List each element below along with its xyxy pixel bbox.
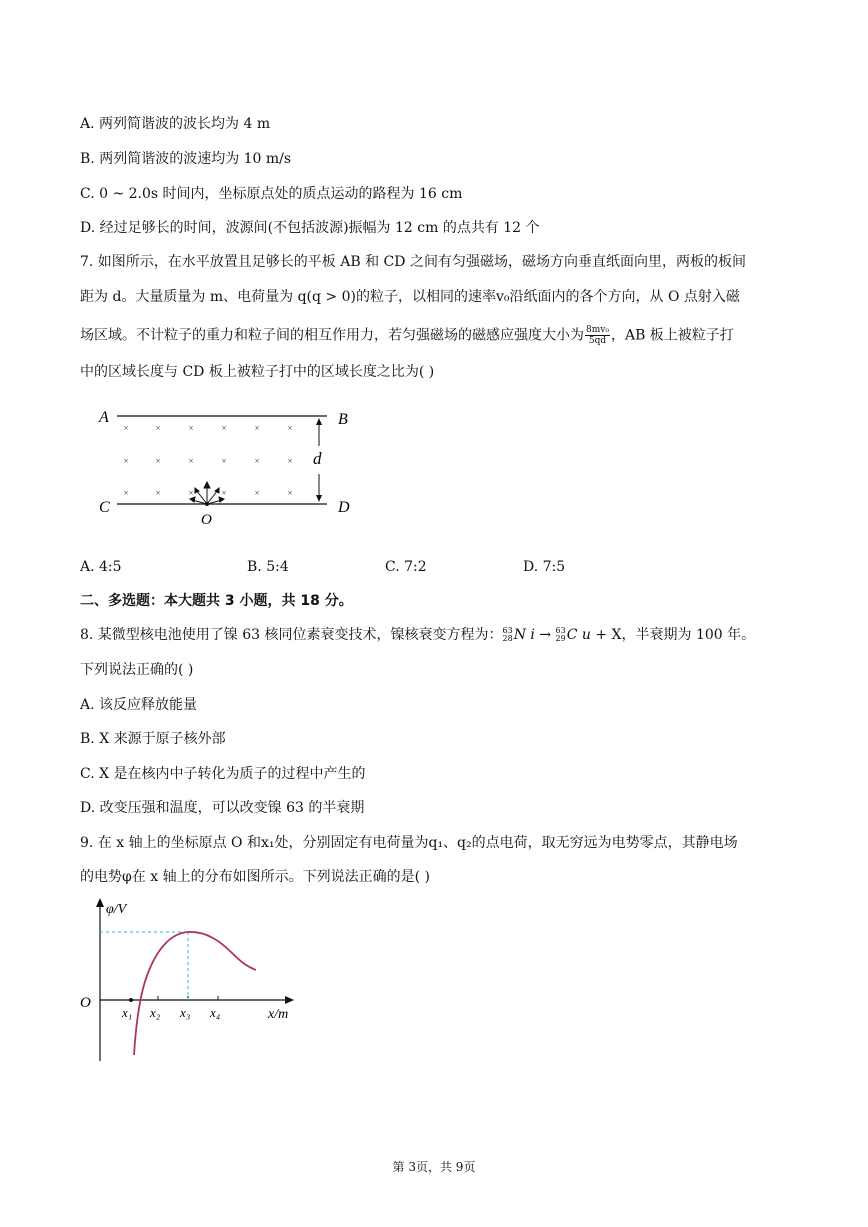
cross-icon: × — [188, 423, 194, 433]
q7-stem-line2: 距为 d。大量质量为 m、电荷量为 q(q > 0)的粒子，以相同的速率v₀沿纸面内的各个方向，从 O 点射入磁 — [80, 289, 740, 305]
cross-icon: × — [287, 423, 293, 433]
ni-atomic-number: 28 — [502, 634, 513, 643]
label-o: O — [201, 512, 212, 528]
cross-icon: × — [123, 488, 129, 498]
q9-potential-graph — [72, 893, 312, 1068]
label-a: A — [99, 409, 109, 426]
q8-stem-line2: 下列说法正确的( ) — [80, 662, 194, 678]
y-axis-label: φ/V — [106, 902, 127, 917]
q7-option-b: B. 5:4 — [247, 559, 289, 575]
q7-stem-line3-tail: ，AB 板上被粒子打 — [610, 327, 734, 344]
cu-symbol: C u — [566, 627, 591, 643]
cu-nuclide-numbers — [556, 627, 566, 643]
d-arrow-up-icon — [316, 418, 322, 425]
cross-icon: × — [221, 456, 227, 466]
cross-icon: × — [254, 488, 260, 498]
cross-icon: × — [254, 456, 260, 466]
page-footer: 第 3页，共 9页 — [392, 1160, 476, 1174]
q9-stem-line2: 的电势φ在 x 轴上的分布如图所示。下列说法正确的是( ) — [80, 869, 430, 885]
decay-arrow: → — [539, 627, 552, 643]
b-field-fraction — [585, 325, 610, 346]
cross-icon: × — [287, 456, 293, 466]
q7-option-a: A. 4:5 — [80, 559, 122, 575]
q7-option-d: D. 7:5 — [523, 559, 566, 575]
cross-icon: × — [287, 488, 293, 498]
ni-mass-number: 63 — [502, 626, 513, 635]
cross-icon: × — [123, 456, 129, 466]
q8-option-d: D. 改变压强和温度，可以改变镍 63 的半衰期 — [80, 800, 365, 816]
q6-option-a: A. 两列简谐波的波长均为 4 m — [80, 116, 271, 132]
q7-stem-line4: 中的区域长度与 CD 板上被粒子打中的区域长度之比为( ) — [80, 364, 435, 380]
q6-option-d: D. 经过足够长的时间，波源间(不包括波源)振幅为 12 cm 的点共有 12 个 — [80, 220, 540, 236]
q6-option-b: B. 两列简谐波的波速均为 10 m/s — [80, 151, 292, 167]
origin-label: O — [80, 995, 91, 1011]
q8-stem-tail: + X，半衰期为 100 年。 — [595, 627, 756, 643]
potential-curve — [134, 932, 256, 1055]
y-axis-arrow-icon — [96, 898, 104, 907]
x1-point — [129, 998, 133, 1002]
q7-magnetic-field-figure — [95, 400, 365, 530]
tick-x4: x₄ — [210, 1005, 221, 1020]
label-d-distance: d — [313, 449, 322, 468]
d-arrow-down-icon — [316, 495, 322, 502]
tick-x3: x₃ — [180, 1005, 191, 1020]
q6-option-c: C. 0 ~ 2.0s 时间内，坐标原点处的质点运动的路程为 16 cm — [80, 186, 463, 202]
q7-stem-line1: 7. 如图所示，在水平放置且足够长的平板 AB 和 CD 之间有匀强磁场，磁场方向垂直纸面向里，两板的板间 — [80, 254, 746, 270]
cross-icon: × — [221, 423, 227, 433]
fraction-numerator: 8mv₀ — [586, 325, 609, 335]
label-d: D — [338, 499, 350, 516]
point-o — [205, 502, 209, 506]
cu-mass-number: 63 — [555, 626, 566, 635]
q8-stem-line1 — [80, 626, 755, 644]
q7-stem-line3 — [80, 325, 734, 346]
cross-icon: × — [155, 488, 161, 498]
cross-icon: × — [221, 488, 227, 498]
cu-atomic-number: 29 — [555, 634, 566, 643]
q8-option-a: A. 该反应释放能量 — [80, 697, 198, 713]
cross-icon: × — [254, 423, 260, 433]
velocity-arrows-icon — [190, 482, 227, 504]
cross-icon: × — [188, 488, 194, 498]
q7-option-c: C. 7:2 — [385, 559, 427, 575]
q8-stem-text: 8. 某微型核电池使用了镍 63 核同位素衰变技术，镍核衰变方程为： — [80, 627, 503, 643]
q8-option-b: B. X 来源于原子核外部 — [80, 731, 226, 747]
cross-icon: × — [188, 456, 194, 466]
tick-x2: x₂ — [150, 1005, 161, 1020]
cross-icon: × — [123, 423, 129, 433]
q9-stem-line1: 9. 在 x 轴上的坐标原点 O 和x₁处，分别固定有电荷量为q₁、q₂的点电荷，取无穷远为电势零点，其静电场 — [80, 835, 738, 851]
ni-nuclide-numbers — [503, 627, 513, 643]
label-c: C — [99, 499, 110, 516]
ni-symbol: N i — [513, 627, 535, 643]
fraction-denominator: 5qd — [588, 336, 607, 346]
section-heading: 二、多选题：本大题共 3 小题，共 18 分。 — [80, 593, 353, 609]
label-b: B — [338, 411, 348, 428]
cross-icon: × — [155, 423, 161, 433]
x-axis-label: x/m — [268, 1007, 289, 1022]
cross-icon: × — [155, 456, 161, 466]
q7-stem-line3-text: 场区域。不计粒子的重力和粒子间的相互作用力，若匀强磁场的磁感应强度大小为 — [80, 327, 584, 344]
x-axis-arrow-icon — [285, 996, 294, 1004]
q8-option-c: C. X 是在核内中子转化为质子的过程中产生的 — [80, 766, 366, 782]
tick-x1: x₁ — [122, 1005, 133, 1020]
